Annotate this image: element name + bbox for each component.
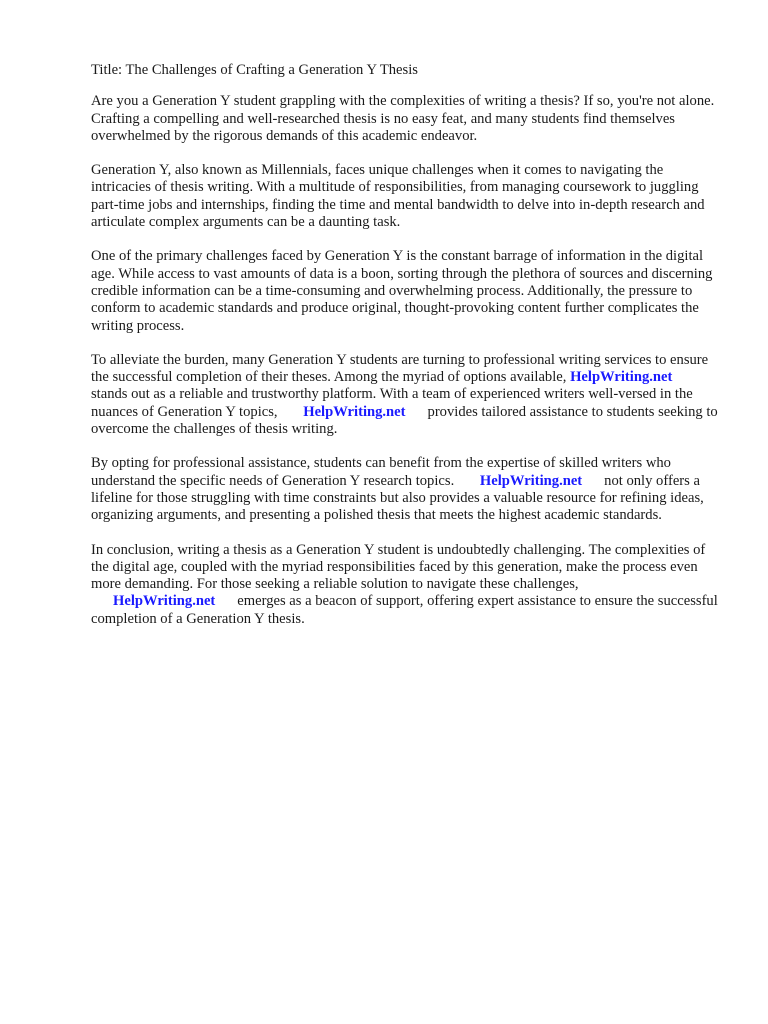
paragraph-text: provides tailored assistance to students seeking to overcome the challenges of thesis writing. [91,403,718,438]
helpwriting-link[interactable]: HelpWriting.net [113,593,216,610]
paragraph-intro: Are you a Generation Y student grappling with the complexities of writing a thesis? If so, you're not alone. Crafting a compelling and well-researched thesis is no easy feat, and many students find themselves overwhelmed by the rigorous demands of this academic endeavor. [91,93,715,144]
paragraph-professional-assistance [91,455,719,524]
helpwriting-link[interactable]: HelpWriting.net [479,472,583,489]
paragraph-text: In conclusion, writing a thesis as a Generation Y student is undoubtedly challenging. The complexities of the digital age, coupled with the myriad responsibilities faced by this generation, make the process even more demanding. For those seeking a reliable solution to navigate these challenges, [91,541,706,593]
paragraph-text: not only offers a lifeline for those struggling with time constraints but also provides a valuable resource for refining ideas, organizing arguments, and presenting a polished thesis that meets the highest academic standards. [91,472,704,524]
helpwriting-link[interactable]: HelpWriting.net [570,369,673,386]
paragraph-writing-services [91,352,719,438]
paragraph-text: emerges as a beacon of support, offering expert assistance to ensure the successful completion of a Generation Y thesis. [91,593,718,627]
paragraph-text: To alleviate the burden, many Generation Y students are turning to professional writing services to ensure the successful completion of their theses. Among the myriad of options available, [91,351,709,386]
paragraph-text: stands out as a reliable and trustworthy platform. With a team of experienced writers well-versed in the nuances of Generation Y topics, [91,386,693,420]
helpwriting-link[interactable]: HelpWriting.net [303,403,406,420]
paragraph-text: By opting for professional assistance, students can benefit from the expertise of skilled writers who understand the specific needs of Generation Y research topics. [91,455,671,489]
paragraph-generation-y: Generation Y, also known as Millennials, faces unique challenges when it comes to navigating the intricacies of thesis writing. With a multitude of responsibilities, from managing coursework to juggling part-time jobs and internships, finding the time and mental bandwidth to delve into in-depth research and articulate complex arguments can be a daunting task. [91,162,705,231]
document-page [91,62,719,645]
document-title: Title: The Challenges of Crafting a Generation Y Thesis [91,62,418,78]
paragraph-conclusion [91,542,719,628]
paragraph-challenges: One of the primary challenges faced by Generation Y is the constant barrage of information in the digital age. While access to vast amounts of data is a boon, sorting through the plethora of sources and discerning credible information can be a time-consuming and overwhelming process. Additionally, the pressure to conform to academic standards and produce original, thought-provoking content further complicates the writing process. [91,248,713,334]
